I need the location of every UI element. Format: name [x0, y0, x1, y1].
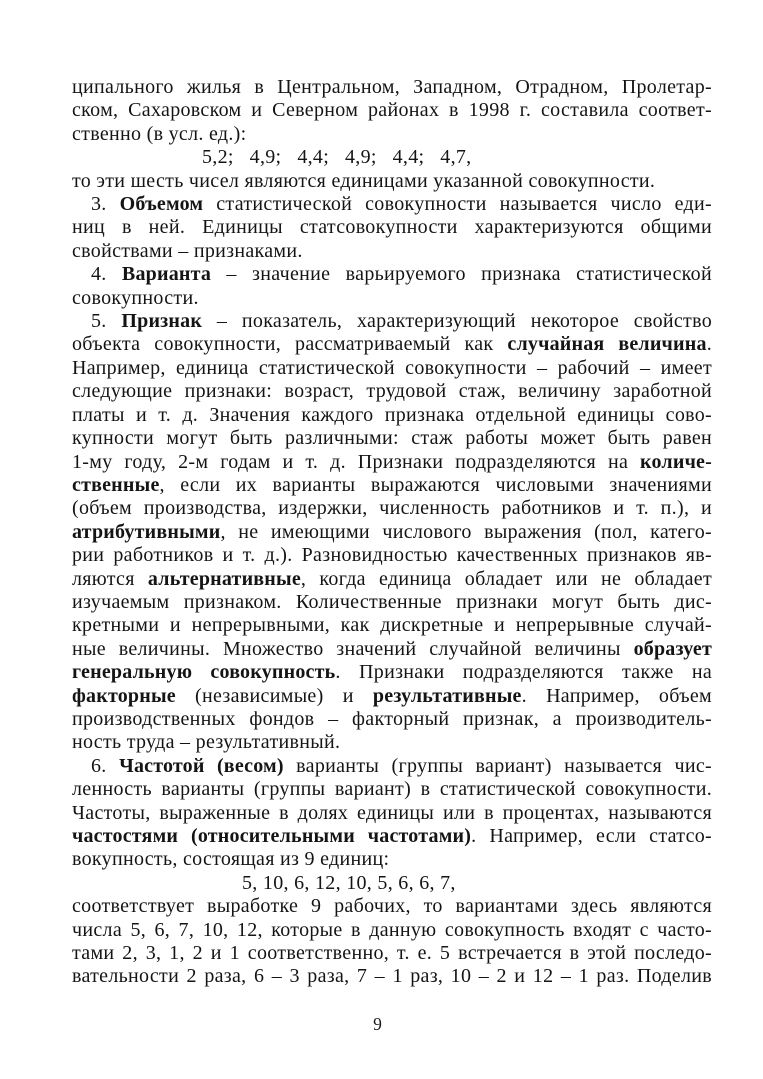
bold-term: Варианта — [121, 263, 212, 286]
text-segment: свойствами – признаками. — [72, 239, 303, 262]
text-segment: кретными и непрерывными, как дискретные и непрерывные случай- — [72, 614, 712, 637]
text-segment: вокупность, состоящая из 9 единиц: — [72, 848, 390, 871]
text-segment: платы и т. д. Значения каждого признака отдельной единицы сово- — [72, 403, 712, 426]
text-line — [72, 146, 712, 169]
text-line — [72, 357, 712, 380]
text-line — [72, 263, 712, 286]
text-line — [72, 427, 712, 450]
text-line — [72, 521, 712, 544]
text-segment: ляются — [72, 567, 148, 590]
text-segment: рии работников и т. д.). Разновидностью качественных признаков яв- — [72, 544, 712, 567]
text-line — [72, 474, 712, 497]
text-segment: (объем производства, издержки, численность работников и т. п.), и — [72, 497, 712, 520]
text-segment: следующие признаки: возраст, трудовой стаж, величину заработной — [72, 380, 712, 403]
bold-term: частостями (относительными частотами) — [72, 825, 472, 847]
text-segment: купности могут быть различными: стаж работы может быть равен — [72, 427, 712, 450]
text-segment: объекта совокупности, рассматриваемый как — [72, 333, 508, 356]
text-line — [72, 942, 712, 965]
text-line — [72, 731, 712, 754]
text-line — [72, 99, 712, 122]
text-line — [72, 755, 712, 778]
text-line — [72, 287, 712, 310]
text-segment: . — [706, 333, 712, 356]
text-segment: . Например, объем — [521, 684, 712, 707]
text-segment: совокупности. — [72, 286, 199, 309]
text-segment: числа 5, 6, 7, 10, 12, которые в данную совокупность входят с часто- — [72, 918, 712, 941]
text-segment: ниц в ней. Единицы статсовокупности характеризуются общими — [72, 216, 712, 239]
text-line — [72, 380, 712, 403]
text-segment: соответствует выработке 9 рабочих, то вариантами здесь являются — [72, 895, 712, 918]
text-segment: 5, 10, 6, 12, 10, 5, 6, 6, 7, — [242, 871, 456, 894]
text-line — [72, 310, 712, 333]
text-segment: 5,2; 4,9; 4,4; 4,9; 4,4; 4,7, — [202, 146, 472, 169]
text-segment: тами 2, 3, 1, 2 и 1 соответственно, т. е. 5 встречается в этой последо- — [72, 942, 712, 965]
text-line — [72, 614, 712, 637]
text-line — [72, 778, 712, 801]
text-segment: ственно (в усл. ед.): — [72, 122, 247, 145]
text-segment: , когда единица обладает или не обладает — [300, 567, 712, 590]
text-line — [72, 451, 712, 474]
text-line — [72, 848, 712, 871]
text-segment: 5. — [91, 310, 122, 333]
text-line — [72, 240, 712, 263]
text-line — [72, 216, 712, 239]
bold-term: Частотой (весом) — [119, 754, 284, 777]
text-segment: Частоты, выраженные в долях единицы или в процентах, называются — [72, 801, 712, 824]
bold-term: количе- — [640, 450, 712, 473]
text-line — [72, 544, 712, 567]
text-line — [72, 708, 712, 731]
bold-term: образует — [633, 637, 712, 660]
text-segment: – показатель, характеризующий некоторое свойство — [202, 310, 712, 333]
bold-term: Признак — [121, 310, 203, 333]
text-line — [72, 404, 712, 427]
text-segment: – значение варьируемого признака статистической — [211, 263, 712, 286]
page-number: 9 — [373, 1014, 382, 1034]
text-line — [72, 895, 712, 918]
bold-term: ственные — [72, 473, 160, 496]
text-line — [72, 170, 712, 193]
text-segment: производственных фондов – факторный признак, а производитель- — [72, 707, 712, 730]
text-line — [72, 591, 712, 614]
text-segment: ные величины. Множество значений случайной величины — [72, 637, 634, 660]
text-line — [72, 825, 712, 848]
text-segment: . Например, если статсо- — [471, 825, 713, 847]
text-line — [72, 123, 712, 146]
text-segment: изучаемым признаком. Количественные признаки могут быть дис- — [72, 590, 712, 613]
text-line — [72, 193, 712, 216]
text-segment: ципального жилья в Центральном, Западном, Отрадном, Пролетар- — [72, 76, 712, 98]
text-segment: статистической совокупности называется число еди- — [203, 193, 712, 216]
text-segment: , если их варианты выражаются числовыми значениями — [159, 473, 712, 496]
text-segment: . Признаки подразделяются также на — [335, 661, 712, 684]
text-line — [72, 497, 712, 520]
text-line — [72, 685, 712, 708]
text-segment: ском, Сахаровском и Северном районах в 1998 г. составила соответ- — [72, 99, 712, 122]
text-line — [72, 872, 712, 895]
text-line — [72, 802, 712, 825]
text-line — [72, 333, 712, 356]
text-segment: Например, единица статистической совокупности – рабочий – имеет — [72, 356, 712, 379]
bold-term: атрибутивными — [72, 520, 221, 543]
text-line — [72, 568, 712, 591]
bold-term: факторные — [72, 684, 176, 707]
text-segment: ленность варианты (группы вариант) в статистической совокупности. — [72, 778, 712, 801]
bold-term: случайная величина — [507, 333, 707, 356]
bold-term: альтернативные — [147, 567, 301, 590]
text-segment: 1-му году, 2-м годам и т. д. Признаки подразделяются на — [72, 450, 641, 473]
text-segment: 6. — [91, 754, 120, 777]
document-text — [72, 76, 712, 989]
text-line — [72, 965, 712, 988]
bold-term: Объемом — [119, 193, 204, 216]
text-segment: 3. — [91, 193, 120, 216]
text-line — [72, 661, 712, 684]
text-segment: ность труда – результативный. — [72, 731, 341, 754]
text-segment: варианты (группы вариант) называется чис- — [283, 754, 713, 777]
text-segment: (независимые) и — [175, 684, 373, 707]
text-segment: вательности 2 раза, 6 – 3 раза, 7 – 1 раз, 10 – 2 и 12 – 1 раз. Поделив — [72, 965, 712, 988]
bold-term: результативные — [372, 684, 522, 707]
bold-term: генеральную совокупность — [72, 661, 336, 684]
text-line — [72, 76, 712, 99]
text-line — [72, 919, 712, 942]
text-segment: , не имеющими числового выражения (пол, катего- — [220, 520, 712, 543]
text-segment: то эти шесть чисел являются единицами указанной совокупности. — [72, 169, 656, 192]
text-line — [72, 638, 712, 661]
text-segment: 4. — [91, 263, 122, 286]
